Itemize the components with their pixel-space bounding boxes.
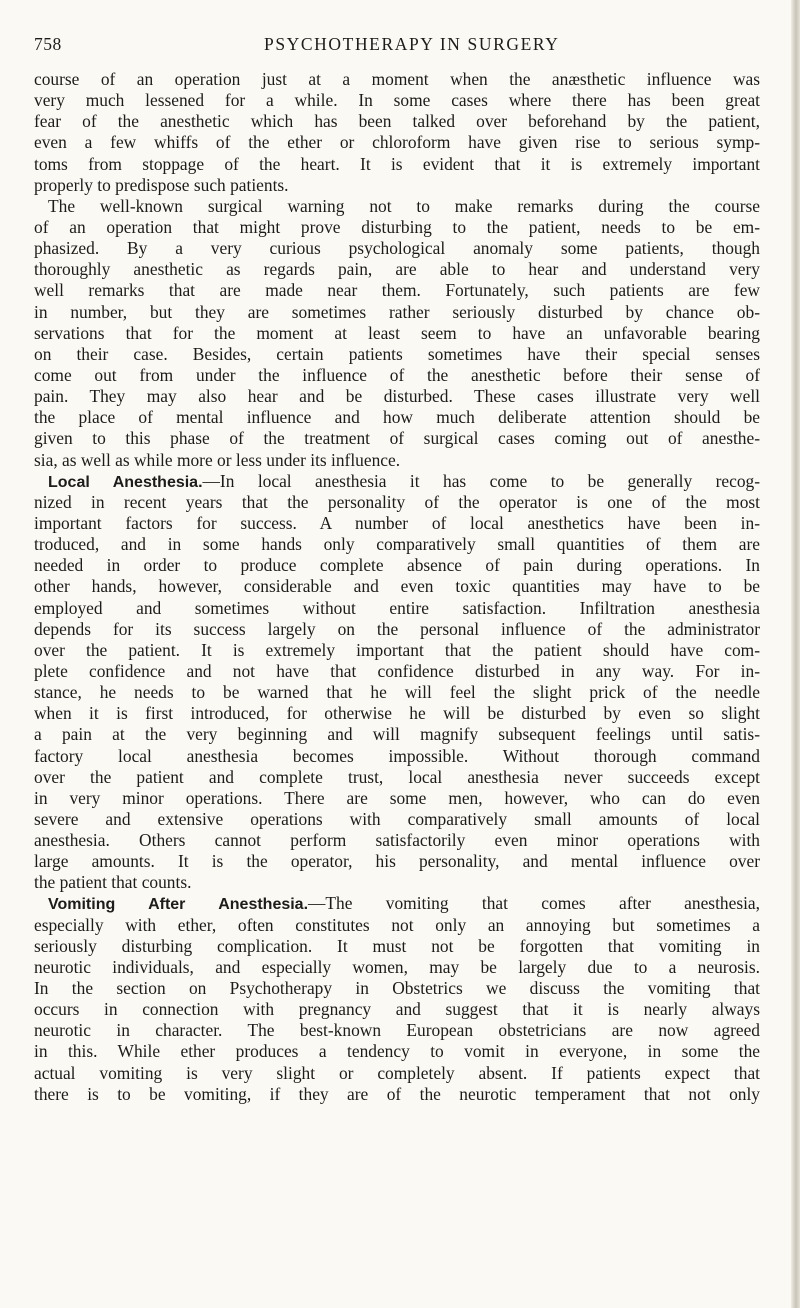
text-line: there is to be vomiting, if they are of the neurotic temperament that not only [34, 1083, 760, 1104]
text-line: troduced, and in some hands only comparatively small quantities of them are [34, 534, 760, 555]
text-line: thoroughly anesthetic as regards pain, are able to hear and understand very [34, 259, 760, 280]
text-line: anesthesia. Others cannot perform satisfactorily even minor operations with [34, 830, 760, 851]
text-line: important factors for success. A number of local anesthetics have been in- [34, 512, 760, 533]
text-line: in this. While ether produces a tendency to vomit in everyone, in some the [34, 1041, 760, 1062]
text-line: seriously disturbing complication. It must not be forgotten that vomiting in [34, 935, 760, 956]
text-line: very much lessened for a while. In some cases where there has been great [34, 90, 760, 111]
paragraph-start-line [34, 893, 760, 914]
text-line: pain. They may also hear and be disturbed. These cases illustrate very well [34, 386, 760, 407]
text-line: stance, he needs to be warned that he will feel the slight prick of the needle [34, 682, 760, 703]
text-line: well remarks that are made near them. Fortunately, such patients are few [34, 280, 760, 301]
running-head: PSYCHOTHERAPY IN SURGERY [264, 34, 560, 54]
text-line: in number, but they are sometimes rather seriously disturbed by chance ob- [34, 301, 760, 322]
text-line: a pain at the very beginning and will magnify subsequent feelings until satis- [34, 724, 760, 745]
text-line: occurs in connection with pregnancy and suggest that it is nearly always [34, 999, 760, 1020]
text-line: plete confidence and not have that confidence disturbed in any way. For in- [34, 660, 760, 681]
text-line: in very minor operations. There are some men, however, who can do even [34, 787, 760, 808]
text-line: when it is first introduced, for otherwise he will be disturbed by even so slight [34, 703, 760, 724]
text-line: nized in recent years that the personality of the operator is one of the most [34, 491, 760, 512]
text-line: come out from under the influence of the anesthetic before their sense of [34, 364, 760, 385]
text-line: needed in order to produce complete absence of pain during operations. In [34, 555, 760, 576]
page-number: 758 [34, 34, 62, 54]
text-line: over the patient. It is extremely important that the patient should have com- [34, 639, 760, 660]
text-line: the patient that counts. [34, 872, 192, 893]
section-heading-local-anesthesia: Local Anesthesia. [48, 473, 203, 491]
text-run: —In local anesthesia it has come to be generally recog- [202, 470, 760, 491]
text-run: —The vomiting that comes after anesthesia, [308, 893, 760, 914]
text-line: actual vomiting is very slight or completely absent. If patients expect that [34, 1062, 760, 1083]
text-line: of an operation that might prove disturbing to the patient, needs to be em- [34, 216, 760, 237]
text-line: neurotic in character. The best-known European obstetricians are now agreed [34, 1020, 760, 1041]
text-line: The well-known surgical warning not to make remarks during the course [48, 195, 760, 216]
text-line: factory local anesthesia becomes impossible. Without thorough command [34, 745, 760, 766]
text-line: large amounts. It is the operator, his personality, and mental influence over [34, 851, 760, 872]
paragraph-start-line [34, 471, 760, 492]
text-line: phasized. By a very curious psychological anomaly some patients, though [34, 238, 760, 259]
text-line: employed and sometimes without entire satisfaction. Infiltration anesthesia [34, 597, 760, 618]
text-line: toms from stoppage of the heart. It is evident that it is extremely important [34, 153, 760, 174]
text-line: fear of the anesthetic which has been talked over beforehand by the patient, [34, 111, 760, 132]
text-line: even a few whiffs of the ether or chloroform have given rise to serious symp- [34, 132, 760, 153]
text-line: the place of mental influence and how much deliberate attention should be [34, 407, 760, 428]
page-header [34, 34, 760, 56]
text-line: servations that for the moment at least seem to have an unfavorable bearing [34, 322, 760, 343]
text-line: over the patient and complete trust, local anesthesia never succeeds except [34, 766, 760, 787]
section-heading-vomiting: Vomiting After Anesthesia. [48, 896, 309, 914]
text-line: In the section on Psychotherapy in Obstetrics we discuss the vomiting that [34, 978, 760, 999]
text-line: course of an operation just at a moment when the anæsthetic influence was [34, 69, 760, 89]
body-text [34, 69, 760, 1105]
text-line: sia, as well as while more or less under its influence. [34, 449, 401, 470]
text-line: especially with ether, often constitutes not only an annoying but sometimes a [34, 914, 760, 935]
page-edge-shadow [791, 0, 800, 1308]
text-line: properly to predispose such patients. [34, 174, 289, 195]
text-line: depends for its success largely on the personal influence of the administrator [34, 618, 760, 639]
text-line: given to this phase of the treatment of surgical cases coming out of anesthe- [34, 428, 760, 449]
text-line: neurotic individuals, and especially women, may be largely due to a neurosis. [34, 956, 760, 977]
text-line: severe and extensive operations with comparatively small amounts of local [34, 808, 760, 829]
text-line: other hands, however, considerable and even toxic quantities may have to be [34, 576, 760, 597]
text-line: on their case. Besides, certain patients sometimes have their special senses [34, 343, 760, 364]
